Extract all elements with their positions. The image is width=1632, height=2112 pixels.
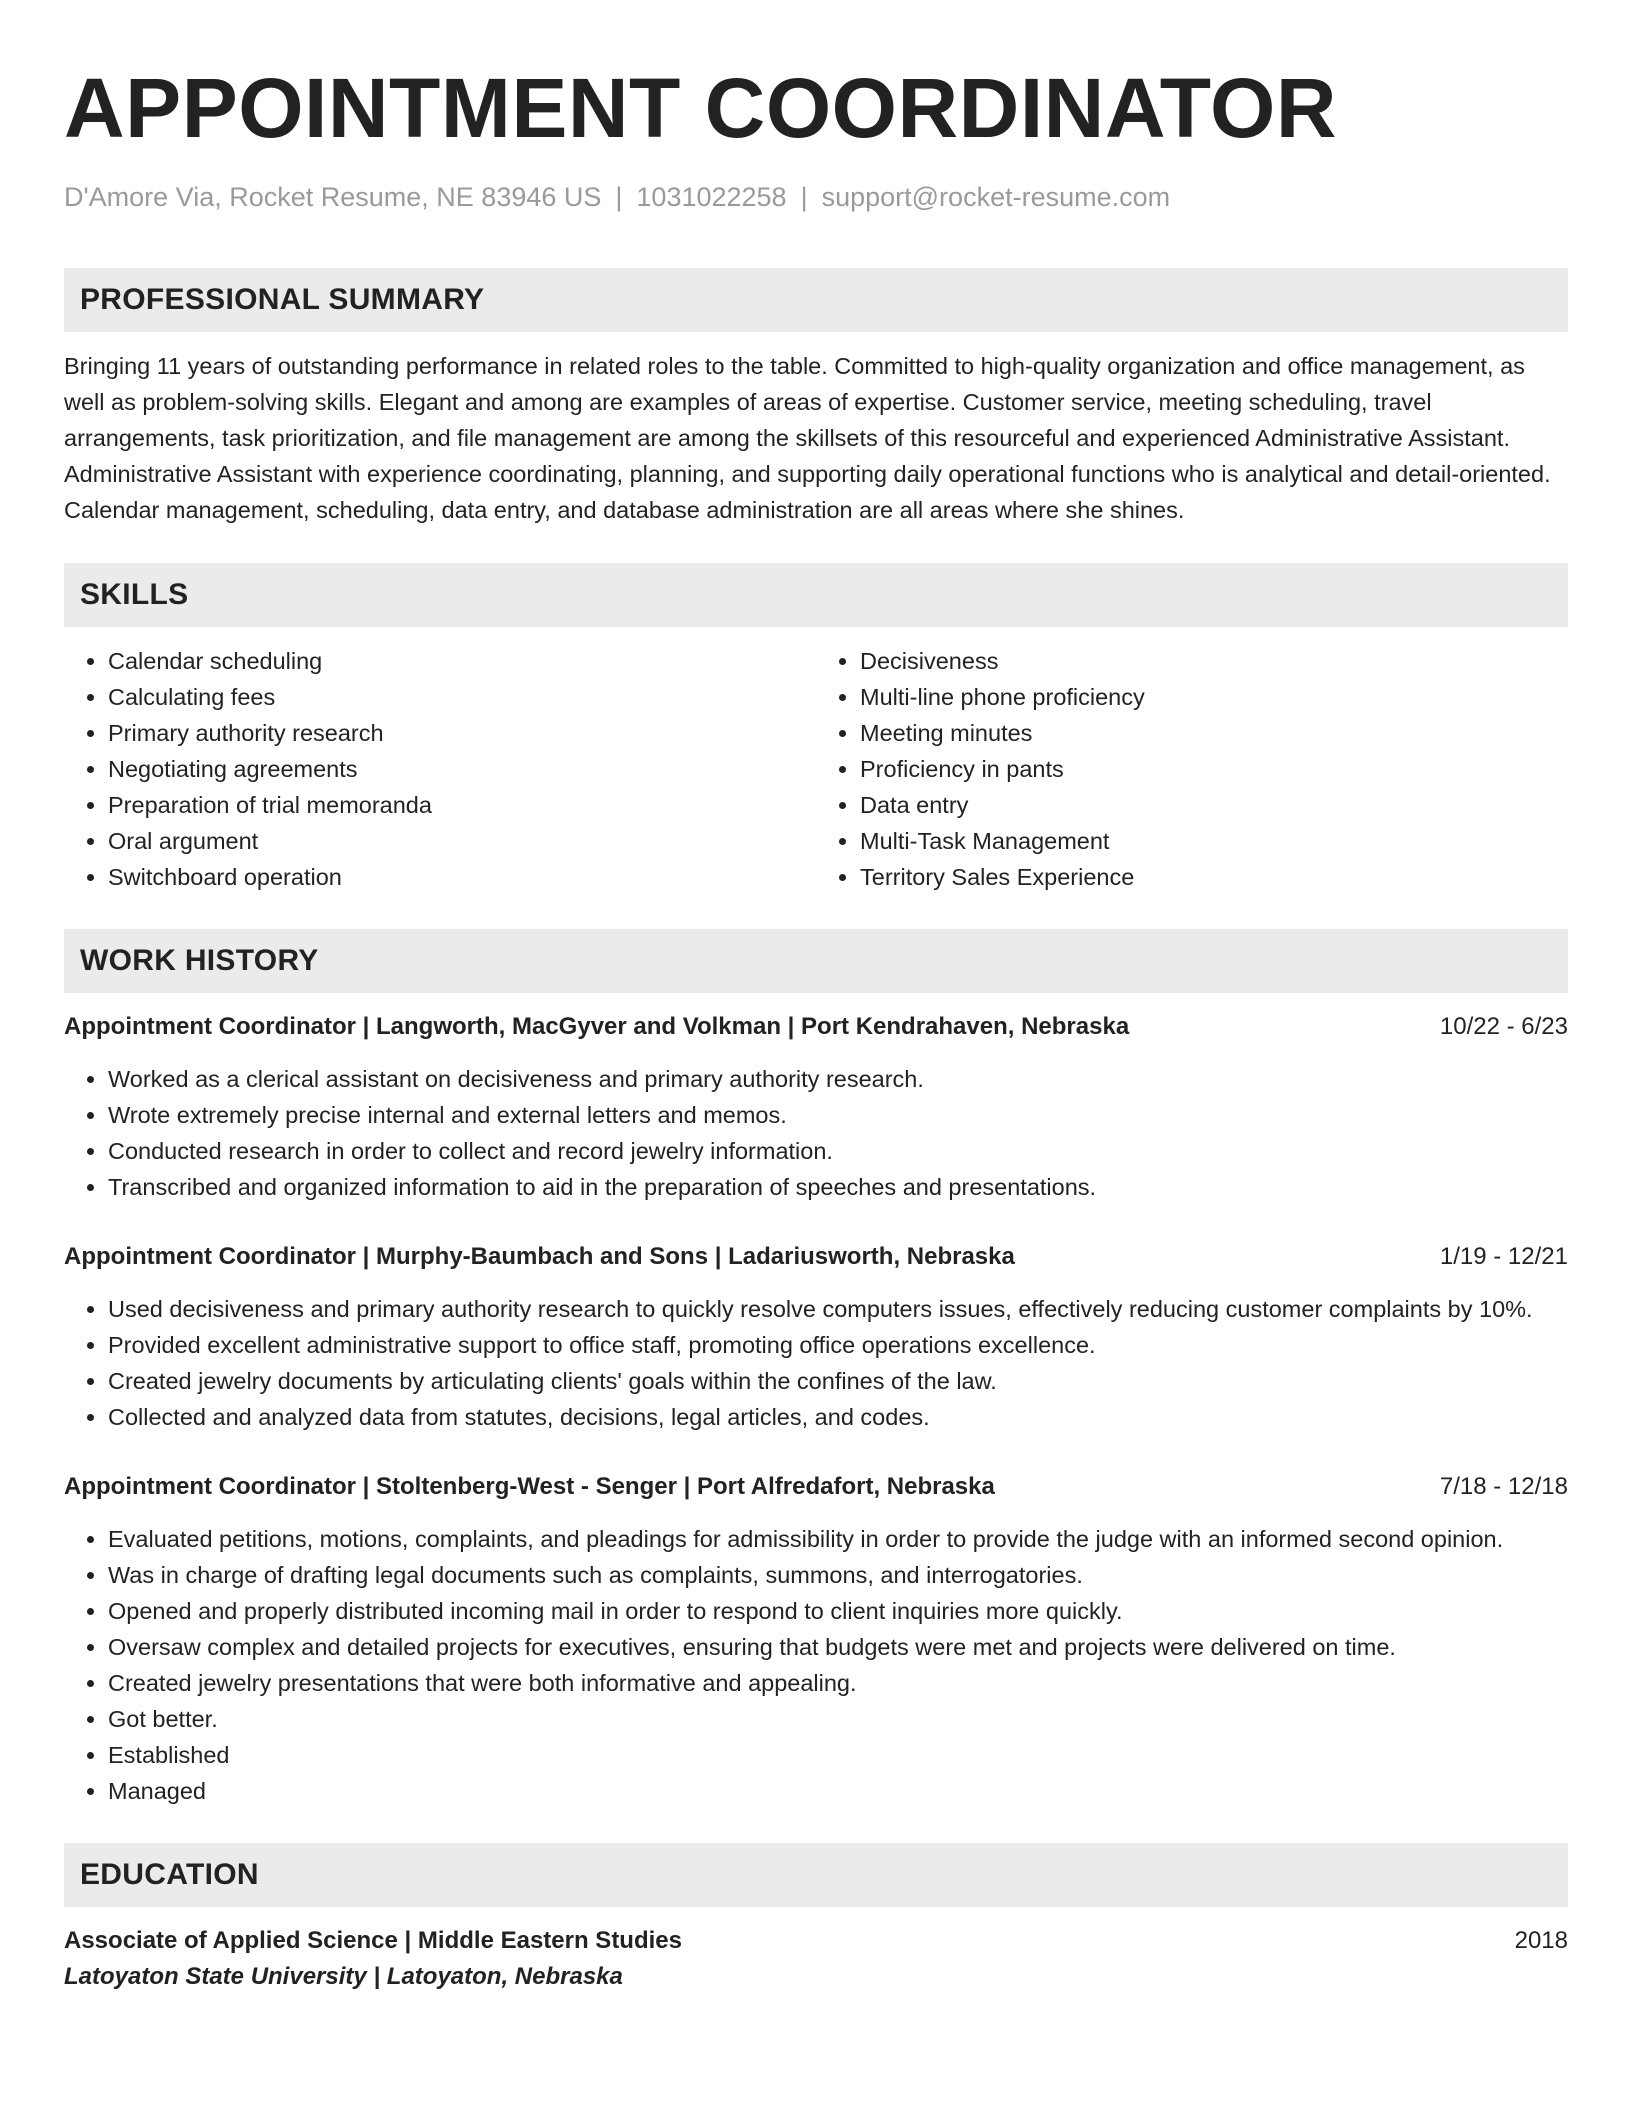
contact-phone: 1031022258 xyxy=(636,182,787,212)
skill-item: • Preparation of trial memoranda xyxy=(108,787,816,823)
skills-list-right xyxy=(816,643,1568,895)
job-dates: 1/19 - 12/21 xyxy=(1439,1243,1568,1270)
skill-item: • Territory Sales Experience xyxy=(860,859,1568,895)
job-bullet: • Managed xyxy=(108,1773,1568,1809)
job-header xyxy=(64,1469,1568,1505)
skill-item: • Meeting minutes xyxy=(860,715,1568,751)
skills-heading: SKILLS xyxy=(64,563,1568,627)
job-bullet: • Conducted research in order to collect and record jewelry information. xyxy=(108,1133,1568,1169)
skill-item: • Proficiency in pants xyxy=(860,751,1568,787)
job-bullet: • Established xyxy=(108,1737,1568,1773)
education-degree: Associate of Applied Science | Middle Eastern Studies xyxy=(64,1927,682,1954)
job-bullet: • Created jewelry presentations that were both informative and appealing. xyxy=(108,1665,1568,1701)
skills-list-left xyxy=(64,643,816,895)
job-entry xyxy=(64,1009,1568,1205)
contact-line xyxy=(64,180,1568,214)
job-bullet: • Wrote extremely precise internal and external letters and memos. xyxy=(108,1097,1568,1133)
job-title: Appointment Coordinator | Langworth, MacGyver and Volkman | Port Kendrahaven, Nebraska xyxy=(64,1013,1130,1040)
skills-columns xyxy=(64,643,1568,895)
job-bullet: • Opened and properly distributed incoming mail in order to respond to client inquiries more quickly. xyxy=(108,1593,1568,1629)
job-bullet: • Evaluated petitions, motions, complaints, and pleadings for admissibility in order to provide the judge with an informed second opinion. xyxy=(108,1521,1568,1557)
skill-item: • Calendar scheduling xyxy=(108,643,816,679)
summary-text: Bringing 11 years of outstanding performance in related roles to the table. Committed to high-quality organization and office management, as well as problem-solving skills. Elegant and among are examples of areas of expertise. Customer service, meeting scheduling, travel arrangements, task prioritization, and file management are among the skillsets of this resourceful and experienced Administrative Assistant. Administrative Assistant with experience coordinating, planning, and supporting daily operational functions who is analytical and detail-oriented. Calendar management, scheduling, data entry, and database administration are all areas where she shines. xyxy=(64,353,1551,523)
job-title: Appointment Coordinator | Murphy-Baumbach and Sons | Ladariusworth, Nebraska xyxy=(64,1243,1015,1270)
skill-item: • Multi-Task Management xyxy=(860,823,1568,859)
job-bullet: • Provided excellent administrative support to office staff, promoting office operations excellence. xyxy=(108,1327,1568,1363)
contact-email: support@rocket-resume.com xyxy=(821,182,1171,212)
skill-item: • Primary authority research xyxy=(108,715,816,751)
job-bullet: • Oversaw complex and detailed projects for executives, ensuring that budgets were met and projects were delivered on time. xyxy=(108,1629,1568,1665)
summary-heading: PROFESSIONAL SUMMARY xyxy=(64,268,1568,332)
skill-item: • Decisiveness xyxy=(860,643,1568,679)
contact-separator: | xyxy=(800,182,808,212)
skill-item: • Calculating fees xyxy=(108,679,816,715)
skill-item: • Switchboard operation xyxy=(108,859,816,895)
education-heading: EDUCATION xyxy=(64,1843,1568,1907)
job-bullet: • Created jewelry documents by articulating clients' goals within the confines of the law. xyxy=(108,1363,1568,1399)
job-header xyxy=(64,1009,1568,1045)
job-dates: 7/18 - 12/18 xyxy=(1439,1473,1568,1500)
contact-address: D'Amore Via, Rocket Resume, NE 83946 US xyxy=(64,182,602,212)
skill-item: • Data entry xyxy=(860,787,1568,823)
skill-item: • Negotiating agreements xyxy=(108,751,816,787)
education-header xyxy=(64,1923,1568,1959)
job-dates: 10/22 - 6/23 xyxy=(1439,1013,1568,1040)
job-entry xyxy=(64,1469,1568,1809)
job-entry xyxy=(64,1239,1568,1435)
education-year: 2018 xyxy=(1514,1927,1568,1954)
job-bullet: • Worked as a clerical assistant on decisiveness and primary authority research. xyxy=(108,1061,1568,1097)
job-bullet: • Transcribed and organized information to aid in the preparation of speeches and presentations. xyxy=(108,1169,1568,1205)
work-history-heading: WORK HISTORY xyxy=(64,929,1568,993)
job-bullet: • Was in charge of drafting legal documents such as complaints, summons, and interrogatories. xyxy=(108,1557,1568,1593)
contact-separator: | xyxy=(615,182,623,212)
job-bullet: • Collected and analyzed data from statutes, decisions, legal articles, and codes. xyxy=(108,1399,1568,1435)
job-bullet: • Used decisiveness and primary authority research to quickly resolve computers issues, effectively reducing customer complaints by 10%. xyxy=(108,1291,1568,1327)
job-bullets xyxy=(64,1291,1568,1435)
education-school: Latoyaton State University | Latoyaton, Nebraska xyxy=(64,1963,623,1990)
job-header xyxy=(64,1239,1568,1275)
resume-title: APPOINTMENT COORDINATOR xyxy=(64,61,1338,155)
job-bullets xyxy=(64,1061,1568,1205)
job-bullets xyxy=(64,1521,1568,1809)
skill-item: • Multi-line phone proficiency xyxy=(860,679,1568,715)
skill-item: • Oral argument xyxy=(108,823,816,859)
job-title: Appointment Coordinator | Stoltenberg-West - Senger | Port Alfredafort, Nebraska xyxy=(64,1473,995,1500)
job-bullet: • Got better. xyxy=(108,1701,1568,1737)
